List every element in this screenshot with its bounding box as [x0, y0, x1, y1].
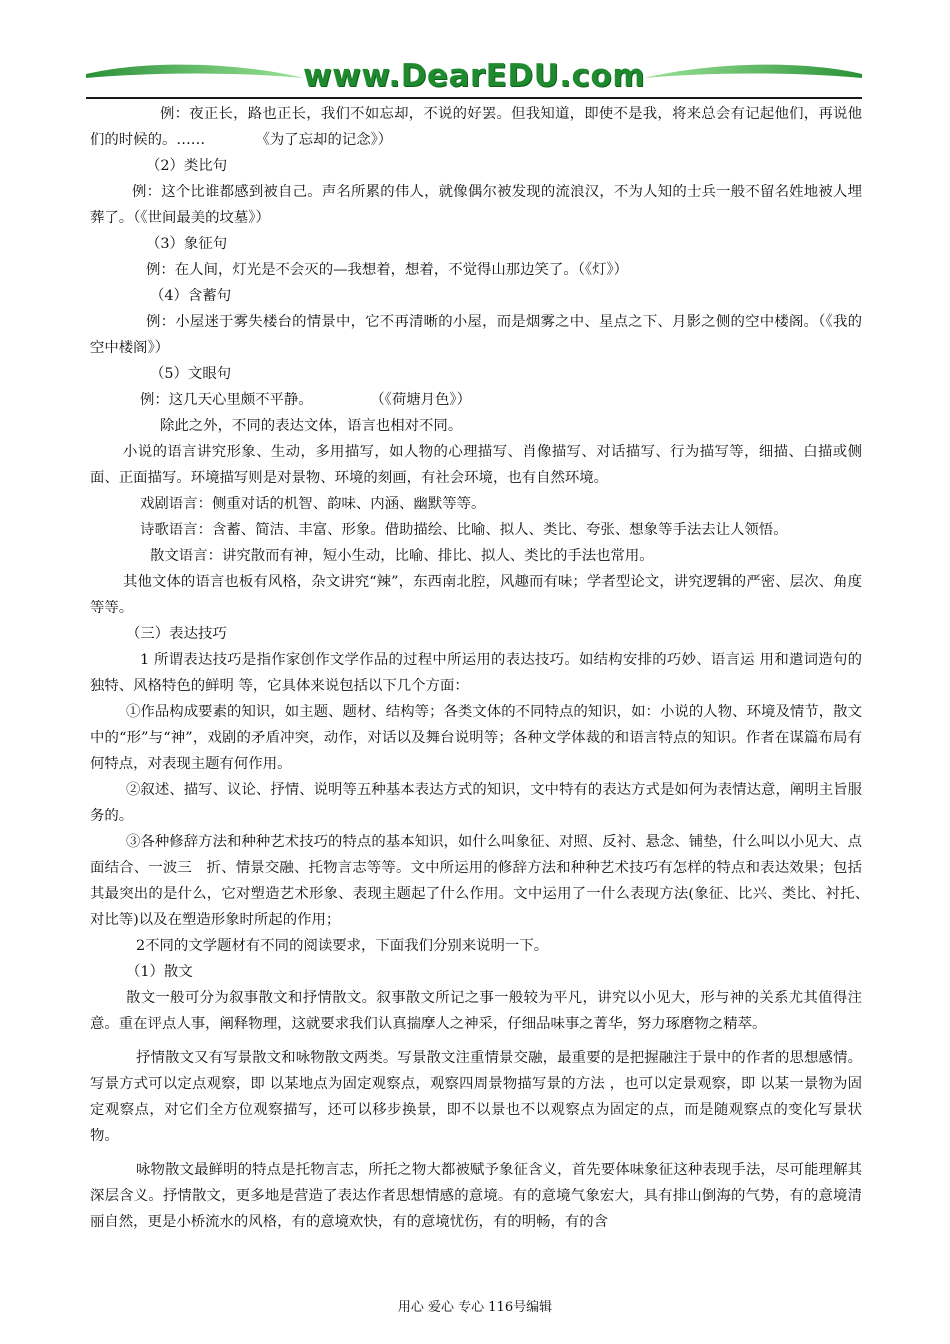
body-paragraph: 戏剧语言：侧重对话的机智、韵味、内涵、幽默等等。: [140, 496, 486, 512]
example-paragraph: 例：这个比谁都感到被自己。声名所累的伟人，就像偶尔被发现的流浪汉，不为人知的士兵一般不留名姓地被人埋葬了。（《世间最美的坟墓》）: [90, 184, 862, 226]
body-paragraph: 小说的语言讲究形象、生动，多用描写，如人物的心理描写、肖像描写、对话描写、行为描写等，细描、白描或侧面、正面描写。环境描写则是对景物、环境的刻画，有社会环境，也有自然环境。: [90, 444, 862, 486]
body-paragraph: 2不同的文学题材有不同的阅读要求，下面我们分别来说明一下。: [136, 938, 549, 954]
body-paragraph: 其他文体的语言也板有风格，杂文讲究“辣”，东西南北腔，风趣而有味；学者型论文，讲究逻辑的严密、层次、角度等等。: [90, 574, 862, 616]
body-paragraph: 散文一般可分为叙事散文和抒情散文。叙事散文所记之事一般较为平凡，讲究以小见大，形与神的关系尤其值得注意。重在评点人事，阐释物理，这就要求我们认真揣摩人之神采，仔细品味事之菁华，努力琢磨物之精萃。: [90, 990, 862, 1032]
example-paragraph: 例：这几天心里颇不平静。 （《荷塘月色》）: [140, 392, 471, 408]
document-body: [90, 101, 877, 1235]
section-subheading: （4）含蓄句: [150, 288, 232, 304]
site-header: [86, 56, 862, 102]
body-paragraph: ②叙述、描写、议论、抒情、说明等五种基本表达方式的知识，文中特有的表达方式是如何为表情达意，阐明主旨服务的。: [90, 782, 862, 824]
body-paragraph: 1 所谓表达技巧是指作家创作文学作品的过程中所运用的表达技巧。如结构安排的巧妙、语言运 用和遣词造句的独特、风格特色的鲜明 等，它具体来说包括以下几个方面：: [90, 652, 862, 694]
body-paragraph: ③各种修辞方法和种种艺术技巧的特点的基本知识，如什么叫象征、对照、反衬、悬念、铺垫，什么叫以小见大、点面结合、一波三 折、情景交融、托物言志等等。文中所运用的修辞方法和种种艺术技巧有怎样的特点和表达效果；包括其最突出的是什么，它对塑造艺术形象、表现主题起了什么作用。文中运用了一什么表现方法(象征、比兴、类比、衬托、 对比等)以及在塑造形象时所起的作用；: [90, 834, 877, 928]
body-paragraph: 散文语言：讲究散而有神，短小生动，比喻、排比、拟人、类比的手法也常用。: [150, 548, 654, 564]
section-subheading: （3）象征句: [146, 236, 228, 252]
example-paragraph: 例：夜正长，路也正长，我们不如忘却，不说的好罢。但我知道，即使不是我，将来总会有记起他们，再说他们的时候的。…… 《为了忘却的记念》）: [90, 106, 862, 148]
section-heading: （三）表达技巧: [126, 626, 227, 642]
body-paragraph: 诗歌语言：含蓄、简洁、丰富、形象。借助描绘、比喻、拟人、类比、夸张、想象等手法去让人领悟。: [140, 522, 788, 538]
body-paragraph: ①作品构成要素的知识，如主题、题材、结构等；各类文体的不同特点的知识，如：小说的人物、环境及情节，散文中的“形”与“神”，戏剧的矛盾冲突，动作，对话以及舞台说明等；各种文学体裁的和语言特点的知识。作者在谋篇布局有何特点，对表现主题有何作用。: [90, 704, 862, 772]
example-paragraph: 例：在人间，灯光是不会灭的—我想着，想着，不觉得山那边笑了。（《灯》）: [146, 262, 629, 278]
body-paragraph: 咏物散文最鲜明的特点是托物言志，所托之物大都被赋予象征含义，首先要体味象征这种表现手法，尽可能理解其深层含义。抒情散文，更多地是营造了表达作者思想情感的意境。有的意境气象宏大，具有排山倒海的气势，有的意境清丽自然，更是小桥流水的风格，有的意境欢快，有的意境忧伤，有的明畅，有的含: [90, 1162, 862, 1230]
section-subheading: （5）文眼句: [150, 366, 232, 382]
section-subheading: （2）类比句: [146, 158, 228, 174]
section-subheading: （1）散文: [126, 964, 193, 980]
example-paragraph: 例：小屋迷于雾失楼台的情景中，它不再清晰的小屋，而是烟雾之中、星点之下、月影之侧的空中楼阁。（《我的空中楼阁》）: [90, 314, 862, 356]
page-footer: 用心 爱心 专心 116号编辑: [397, 1300, 553, 1315]
body-paragraph: 抒情散文又有写景散文和咏物散文两类。写景散文注重情景交融，最重要的是把握融注于景中的作者的思想感情。写景方式可以定点观察，即 以某地点为固定观察点，观察四周景物描写景的方法 ，也可以定景观察，即 以某一景物为固定观察点，对它们全方位观察描写，还可以移步换景，即不以景也不以观察点为固定的点，而是随观察点的变化写景状物。: [90, 1050, 862, 1144]
header-divider: [86, 97, 862, 99]
site-logo-text[interactable]: www.DearEDU.com: [302, 58, 645, 94]
body-paragraph: 除此之外，不同的表达文体，语言也相对不同。: [160, 418, 463, 434]
